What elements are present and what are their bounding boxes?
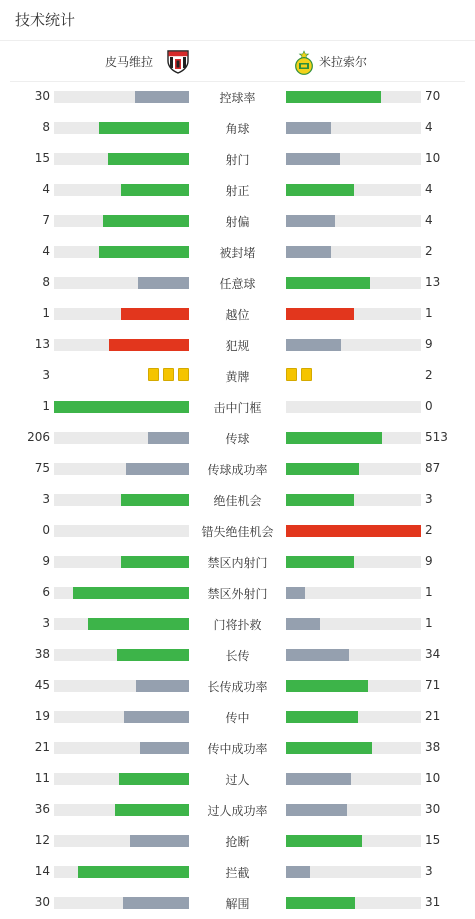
stat-label: 抢断 [225,835,250,849]
home-stat-bar-fill [148,432,189,444]
home-stat-bar-track [54,215,189,227]
stat-label: 禁区外射门 [207,587,268,601]
away-stat-bar-track [286,122,421,134]
stat-label: 禁区内射门 [207,556,268,570]
stat-row [0,546,475,577]
home-stat-bar-track [54,680,189,692]
away-stat-bar-fill [286,711,358,723]
away-stat-value: 2 [425,244,433,258]
away-stat-value: 30 [425,802,441,816]
away-stat-value: 4 [425,213,433,227]
away-stat-bar-fill [286,742,372,754]
away-stat-bar-track [286,556,421,568]
stat-row [0,329,475,360]
home-stat-bar-track [54,91,189,103]
home-stat-bar-track [54,866,189,878]
away-stat-bar-track [286,742,421,754]
away-stat-bar-fill [286,618,320,630]
stat-row [0,267,475,298]
away-stat-value: 87 [425,461,441,475]
stat-label: 门将扑救 [213,618,262,632]
home-stat-value: 3 [42,616,50,630]
stats-list [0,81,475,918]
home-stat-value: 7 [42,213,50,227]
home-stat-bar-track [54,184,189,196]
away-stat-bar-track [286,184,421,196]
stat-row [0,887,475,918]
away-stat-bar-track [286,618,421,630]
away-stat-bar-fill [286,525,421,537]
away-stat-value: 2 [425,523,433,537]
home-stat-bar-fill [138,277,189,289]
away-stat-bar-fill [286,587,305,599]
away-stat-bar-track [286,153,421,165]
away-yellow-cards [286,368,316,381]
stat-row [0,360,475,391]
home-stat-value: 9 [42,554,50,568]
home-stat-value: 8 [42,120,50,134]
away-stat-bar-fill [286,463,359,475]
away-stat-bar-fill [286,339,341,351]
away-stat-bar-fill [286,649,349,661]
stat-label: 错失绝佳机会 [201,525,274,539]
home-stat-value: 21 [34,740,50,754]
home-stat-bar-track [54,618,189,630]
away-stat-value: 3 [425,864,433,878]
stat-label: 射门 [225,153,250,167]
stat-label: 长传 [225,649,250,663]
away-stat-value: 70 [425,89,441,103]
away-stat-bar-fill [286,432,382,444]
teams-header [10,41,465,82]
away-stat-bar-fill [286,897,355,909]
home-stat-bar-fill [121,184,189,196]
stat-row [0,701,475,732]
away-stat-bar-fill [286,122,331,134]
stat-row [0,577,475,608]
away-stat-bar-track [286,649,421,661]
home-stat-bar-fill [126,463,189,475]
away-stat-bar-fill [286,153,340,165]
away-stat-bar-fill [286,680,368,692]
home-stat-bar-fill [136,680,189,692]
away-stat-bar-track [286,215,421,227]
stat-label: 过人 [225,773,250,787]
stat-label: 绝佳机会 [213,494,262,508]
stat-label: 传球成功率 [207,463,268,477]
away-stat-bar-track [286,277,421,289]
away-stat-value: 513 [425,430,448,444]
away-stat-value: 10 [425,771,441,785]
home-stat-value: 38 [34,647,50,661]
home-stat-value: 4 [42,182,50,196]
away-stat-bar-track [286,835,421,847]
yellow-card-icon [286,368,297,381]
home-stat-bar-track [54,153,189,165]
home-stat-value: 14 [34,864,50,878]
away-stat-bar-fill [286,308,354,320]
stat-row [0,112,475,143]
away-stat-bar-fill [286,835,362,847]
home-stat-bar-track [54,587,189,599]
away-stat-bar-fill [286,277,370,289]
home-stat-bar-fill [73,587,189,599]
yellow-card-icon [148,368,159,381]
away-stat-bar-track [286,463,421,475]
stat-label: 角球 [225,122,250,136]
home-stat-bar-fill [121,556,189,568]
away-stat-value: 13 [425,275,441,289]
home-yellow-cards [144,368,189,381]
stat-row [0,825,475,856]
home-stat-bar-fill [99,122,189,134]
away-stat-bar-fill [286,494,354,506]
stat-label: 拦截 [225,866,250,880]
stat-row [0,205,475,236]
away-stat-bar-track [286,587,421,599]
home-stat-value: 11 [34,771,50,785]
ituano-shield-icon[interactable] [165,48,191,74]
stat-label: 击中门框 [213,401,262,415]
away-stat-bar-track [286,680,421,692]
away-stat-bar-track [286,773,421,785]
home-stat-bar-track [54,339,189,351]
away-stat-bar-fill [286,215,335,227]
home-stat-bar-fill [130,835,189,847]
home-stat-bar-track [54,463,189,475]
stat-label: 解围 [225,897,250,911]
away-stat-bar-track [286,494,421,506]
away-stat-bar-fill [286,184,354,196]
stat-row [0,391,475,422]
stat-label: 黄牌 [225,370,250,384]
home-stat-value: 15 [34,151,50,165]
home-stat-bar-fill [119,773,189,785]
home-stat-value: 6 [42,585,50,599]
stat-row [0,763,475,794]
home-stat-bar-fill [109,339,189,351]
away-stat-bar-track [286,897,421,909]
away-stat-value: 34 [425,647,441,661]
away-stat-bar-fill [286,91,381,103]
yellow-card-icon [163,368,174,381]
home-stat-bar-track [54,494,189,506]
stat-row [0,515,475,546]
home-stat-value: 3 [42,492,50,506]
away-stat-bar-track [286,91,421,103]
stat-row [0,856,475,887]
stat-label: 越位 [225,308,250,322]
stat-row [0,794,475,825]
away-stat-value: 4 [425,120,433,134]
away-stat-value: 0 [425,399,433,413]
away-stat-value: 71 [425,678,441,692]
stat-label: 犯规 [225,339,250,353]
stat-row [0,453,475,484]
home-stat-bar-track [54,804,189,816]
away-stat-bar-track [286,339,421,351]
page-title: 技术统计 [0,0,475,41]
mirassol-crest-icon[interactable] [293,49,315,75]
stat-row [0,174,475,205]
stat-label: 过人成功率 [207,804,268,818]
home-stat-bar-track [54,711,189,723]
home-stat-bar-fill [121,494,189,506]
stat-row [0,732,475,763]
away-stat-bar-track [286,804,421,816]
away-stat-value: 1 [425,306,433,320]
home-stat-value: 30 [34,895,50,909]
home-stat-value: 75 [34,461,50,475]
stat-label: 传中成功率 [207,742,268,756]
away-stat-value: 38 [425,740,441,754]
home-stat-bar-fill [135,91,189,103]
home-stat-bar-fill [108,153,189,165]
stat-row [0,670,475,701]
home-stat-bar-track [54,246,189,258]
home-stat-value: 13 [34,337,50,351]
home-stat-bar-fill [88,618,189,630]
away-stat-bar-track [286,866,421,878]
away-stat-value: 2 [425,368,433,382]
home-stat-value: 4 [42,244,50,258]
away-stat-bar-track [286,246,421,258]
away-stat-value: 1 [425,616,433,630]
stat-row [0,81,475,112]
home-stat-bar-track [54,277,189,289]
stat-label: 任意球 [219,277,256,291]
home-stat-bar-track [54,649,189,661]
home-stat-bar-fill [54,401,189,413]
away-stat-value: 1 [425,585,433,599]
away-stat-bar-track [286,401,421,413]
stat-label: 射正 [225,184,250,198]
stat-row [0,639,475,670]
stat-row [0,484,475,515]
away-stat-bar-track [286,525,421,537]
home-stat-value: 36 [34,802,50,816]
yellow-card-icon [178,368,189,381]
home-stat-bar-fill [117,649,189,661]
away-stat-value: 9 [425,337,433,351]
home-stat-value: 45 [34,678,50,692]
home-stat-value: 30 [34,89,50,103]
yellow-card-icon [301,368,312,381]
home-stat-bar-track [54,835,189,847]
home-stat-value: 3 [42,368,50,382]
stat-row [0,422,475,453]
away-team-name[interactable]: 米拉索尔 [319,55,368,69]
stat-label: 传球 [225,432,250,446]
stat-row [0,298,475,329]
home-team-name[interactable]: 皮马维拉 [104,55,153,69]
home-stat-value: 8 [42,275,50,289]
away-stat-value: 3 [425,492,433,506]
home-stat-bar-track [54,773,189,785]
stat-label: 射偏 [225,215,250,229]
away-stat-bar-fill [286,804,347,816]
home-stat-bar-fill [99,246,189,258]
home-stat-bar-track [54,556,189,568]
home-stat-value: 19 [34,709,50,723]
away-stat-value: 10 [425,151,441,165]
away-stat-bar-track [286,432,421,444]
home-stat-value: 12 [34,833,50,847]
home-stat-bar-fill [121,308,189,320]
home-stat-bar-fill [140,742,189,754]
home-stat-bar-fill [115,804,189,816]
home-stat-bar-track [54,308,189,320]
home-stat-bar-fill [78,866,189,878]
away-stat-value: 15 [425,833,441,847]
away-stat-bar-track [286,308,421,320]
stat-label: 长传成功率 [207,680,268,694]
away-stat-bar-track [286,711,421,723]
home-stat-value: 1 [42,399,50,413]
home-stat-bar-fill [123,897,189,909]
away-stat-value: 4 [425,182,433,196]
away-stat-value: 21 [425,709,441,723]
home-stat-bar-track [54,401,189,413]
home-stat-bar-track [54,525,189,537]
away-stat-bar-fill [286,773,351,785]
stat-label: 被封堵 [219,246,256,260]
home-stat-value: 0 [42,523,50,537]
away-stat-value: 31 [425,895,441,909]
away-stat-bar-fill [286,246,331,258]
stat-label: 控球率 [219,91,256,105]
away-stat-value: 9 [425,554,433,568]
away-stat-bar-fill [286,556,354,568]
home-stat-bar-track [54,122,189,134]
home-stat-bar-fill [103,215,189,227]
stat-row [0,143,475,174]
home-stat-bar-track [54,432,189,444]
stat-row [0,608,475,639]
home-stat-bar-track [54,742,189,754]
stat-row [0,236,475,267]
away-stat-bar-fill [286,866,310,878]
stat-label: 传中 [225,711,250,725]
home-stat-value: 1 [42,306,50,320]
home-stat-bar-fill [124,711,189,723]
home-stat-value: 206 [27,430,50,444]
home-stat-bar-track [54,897,189,909]
